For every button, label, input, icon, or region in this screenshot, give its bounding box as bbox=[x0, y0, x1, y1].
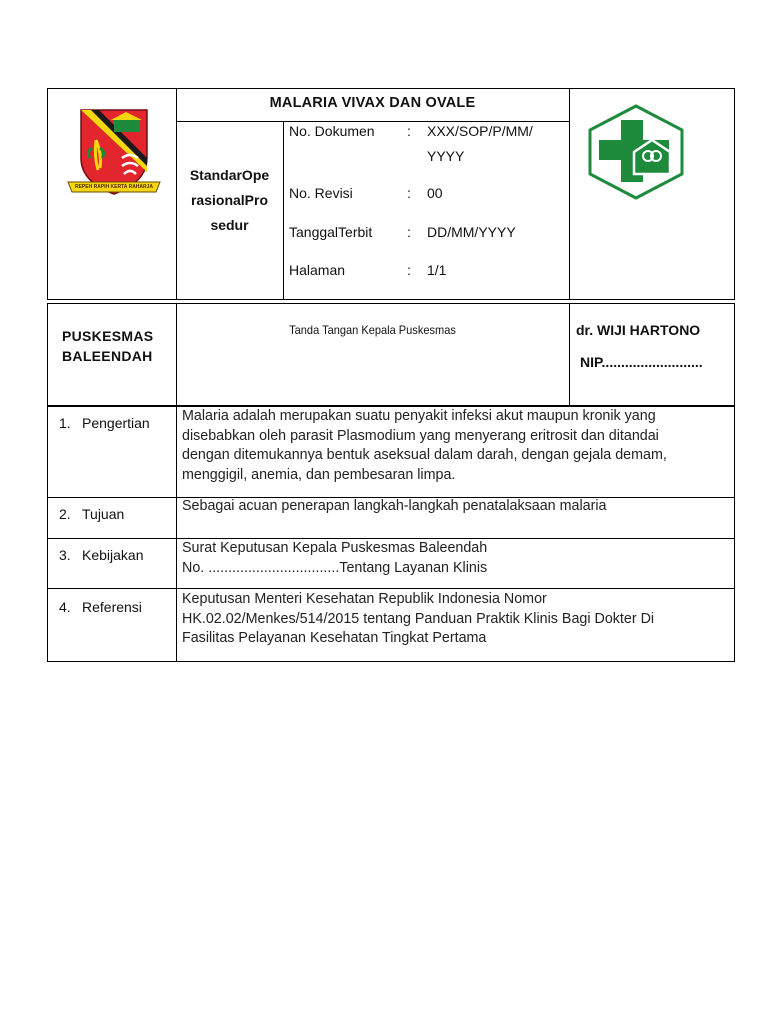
org-name-line: PUSKESMAS bbox=[62, 328, 154, 344]
field-value-no-dokumen: XXX/SOP/P/MM/ bbox=[427, 123, 533, 139]
table-border bbox=[176, 405, 177, 662]
field-label-halaman: Halaman bbox=[289, 262, 346, 278]
table-border bbox=[176, 303, 177, 407]
sop-label-line: rasionalPro bbox=[190, 192, 269, 208]
section-text-line: dengan ditemukannya bentuk aseksual dalam darah, dengan gejala demam, bbox=[182, 447, 667, 463]
table-border bbox=[283, 121, 284, 300]
table-border bbox=[734, 88, 735, 300]
field-separator: : bbox=[407, 262, 411, 278]
field-value-no-revisi: 00 bbox=[427, 185, 443, 201]
table-border bbox=[569, 303, 570, 407]
sop-label-line: StandarOpe bbox=[189, 167, 270, 183]
section-number: 1. bbox=[59, 415, 71, 431]
table-border bbox=[47, 303, 48, 407]
field-label-no-dokumen: No. Dokumen bbox=[289, 123, 375, 139]
sop-label-line: sedur bbox=[210, 217, 249, 233]
field-value-halaman: 1/1 bbox=[427, 262, 447, 278]
section-number: 3. bbox=[59, 547, 71, 563]
section-text-line: Sebagai acuan penerapan langkah-langkah penatalaksaan malaria bbox=[182, 498, 607, 514]
section-text-line: No. .................................Tentang Layanan Klinis bbox=[182, 559, 488, 576]
official-name: dr. WIJI HARTONO bbox=[576, 322, 701, 338]
section-text-line: HK.02.02/Menkes/514/2015 tentang Panduan Praktik Klinis Bagi Dokter Di bbox=[182, 610, 655, 627]
section-text-line: disebabkan oleh parasit Plasmodium yang menyerang eritrosit dan ditandai bbox=[182, 427, 659, 444]
field-separator: : bbox=[407, 224, 411, 240]
field-separator: : bbox=[407, 123, 411, 139]
table-border bbox=[47, 405, 48, 662]
table-border bbox=[47, 299, 734, 300]
puskesmas-cross-icon bbox=[586, 104, 686, 200]
section-label: Pengertian bbox=[82, 415, 150, 431]
table-border bbox=[47, 588, 734, 589]
section-number: 2. bbox=[59, 506, 71, 522]
section-text-line: Malaria adalah merupakan suatu penyakit infeksi akut maupun kronik yang bbox=[182, 408, 656, 424]
section-text-line: Keputusan Menteri Kesehatan Republik Indonesia Nomor bbox=[182, 591, 547, 607]
table-border bbox=[569, 88, 570, 300]
page-title: MALARIA VIVAX DAN OVALE bbox=[269, 95, 476, 111]
section-text-line: Surat Keputusan Kepala Puskesmas Baleendah bbox=[182, 540, 488, 556]
org-name-line: BALEENDAH bbox=[62, 348, 153, 364]
field-label-no-revisi: No. Revisi bbox=[289, 185, 353, 201]
field-label-tanggal-terbit: TanggalTerbit bbox=[289, 224, 373, 240]
crest-banner-text: REPEH RAPIH KERTA RAHARJA bbox=[74, 184, 154, 190]
field-value-tanggal-terbit: DD/MM/YYYY bbox=[427, 224, 516, 240]
section-text-line: menggigil, anemia, dan pembesaran limpa. bbox=[182, 466, 456, 483]
field-value-no-dokumen-cont: YYYY bbox=[427, 148, 465, 164]
field-separator: : bbox=[407, 185, 411, 201]
section-number: 4. bbox=[59, 599, 71, 615]
table-border bbox=[47, 303, 734, 304]
table-border bbox=[734, 405, 735, 662]
table-border bbox=[734, 303, 735, 407]
official-nip: NIP.......................... bbox=[580, 354, 703, 370]
section-label: Tujuan bbox=[82, 506, 125, 522]
section-label: Kebijakan bbox=[82, 547, 144, 563]
table-border bbox=[47, 661, 734, 662]
section-text-line: Fasilitas Pelayanan Kesehatan Tingkat Pertama bbox=[182, 630, 487, 646]
signature-label: Tanda Tangan Kepala Puskesmas bbox=[289, 323, 456, 337]
section-label: Referensi bbox=[82, 599, 142, 615]
table-border bbox=[47, 88, 734, 89]
table-border bbox=[47, 88, 48, 300]
